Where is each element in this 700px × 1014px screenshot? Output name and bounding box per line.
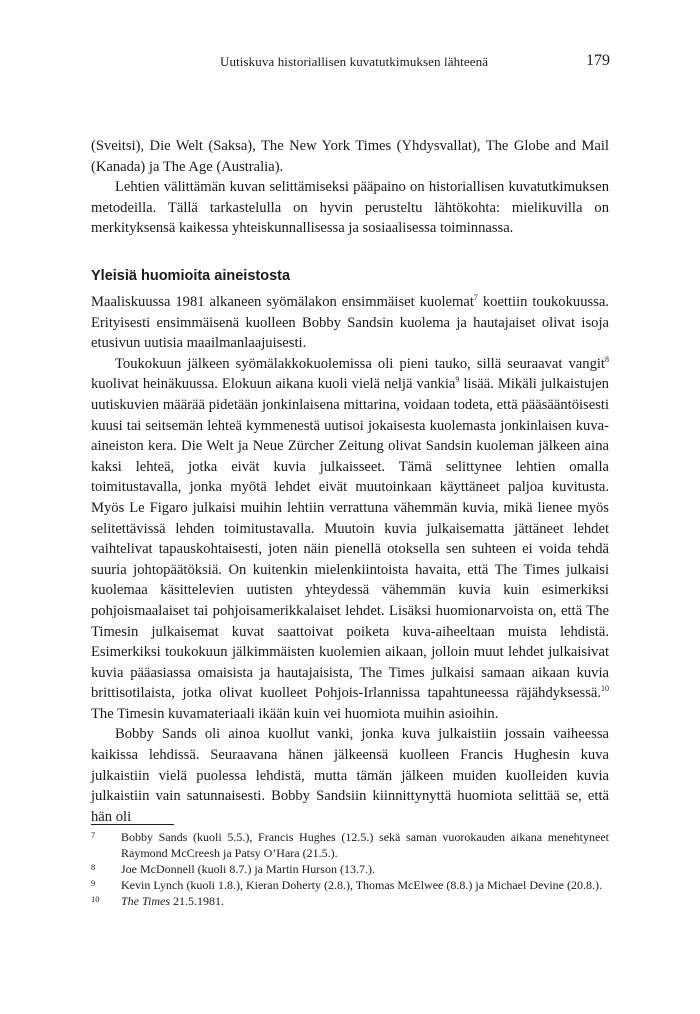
footnote-text: 21.5.1981. — [170, 894, 225, 908]
intro-paragraph-1: (Sveitsi), Die Welt (Saksa), The New York Times (Yhdysvallat), The Globe and Mail (Kanada) ja The Age (Australia). — [91, 138, 609, 175]
footnote-number: 10 — [91, 894, 100, 904]
paragraph-text: kuolivat heinäkuussa. Elokuun aikana kuoli vielä neljä vankia — [91, 376, 456, 393]
intro-text — [91, 136, 609, 239]
footnote-text: Joe McDonnell (kuoli 8.7.) ja Martin Hurson (13.7.). — [121, 862, 375, 876]
footnote-number: 8 — [91, 862, 96, 872]
running-title: Uutiskuva historiallisen kuvatutkimuksen lähteenä — [220, 54, 489, 69]
paragraph-text: lisää. Mikäli julkaistujen uutiskuvien määrää pidetään jonkinlaisena mittarina, voidaan todeta, että pääsääntöisesti kuusi tai seitsemän lehteä kymmenestä uutisoi jokaisesta kuolemasta jonkinlaisen kuva-aineiston kera. Die Welt ja Neue Zürcher Zeitung olivat Sandsin kuoleman jälkeen aina kaksi lehteä, jotka eivät kuvia julkaisseet. Tämä selittynee lehtien omalla toimitustavalla, jonka myötä lehdet eivät muutoinkaan käyttäneet paljoa kuvitusta. Myös Le Figaro julkaisi muihin lehtiin verrattuna vähemmän kuvia, mikä lienee myös selitettävissä lehden toimitustavalla. Muutoin kuvia julkaisematta jättäneet lehdet vaihtelivat tapauskohtaisesti, joten näin pienellä otoksella sen suhteen ei voida tehdä suuria johtopäätöksiä. On kuitenkin mielenkiintoista havaita, että The Times julkaisi kuolemaa käsittelevien uutisten yhteydessä vähemmän kuvia kuin esimerkiksi pohjoismaalaiset tai pohjoisamerikkalaiset lehdet. Lisäksi huomionarvoista on, että The Timesin julkaisemat kuvat saattoivat poiketa kuva-aiheeltaan muista lehdistä. Esimerkiksi toukokuun jälkimmäisten kuolemien aikaan, jolloin muut lehdet julkaisivat kuvia pääasiassa omaisista ja hautajaisista, The Times julkaisi samaan aikaan kuvia brittisotilaista, jotka olivat kuolleet Pohjois-Irlannissa tapahtuneessa räjähdyksessä. — [91, 376, 609, 702]
footnote-number: 9 — [91, 878, 96, 888]
paragraph-text: koettiin toukokuussa. Erityisesti ensimmäisenä kuolleen Bobby Sandsin kuolema ja hautajaiset olivat isoja etusivun uutisia maailmanlaajuisesti. — [91, 294, 609, 352]
section-paragraph-3: Bobby Sands oli ainoa kuollut vanki, jonka kuva julkaistiin jossain vaiheessa kaikissa lehdissä. Seuraavana hänen jälkeensä kuolleen Francis Hughesin kuva julkaistiin vielä puolessa lehdistä, mutta tämän jälkeen muiden kuolleiden kuvia julkaistiin vain satunnaisesti. Bobby Sandsiin kiinnittynyttä huomiota selittää se, että hän oli — [91, 726, 609, 825]
footnote-text: Bobby Sands (kuoli 5.5.), Francis Hughes (12.5.) sekä saman vuorokauden aikana menehtyneet Raymond McCreesh ja Patsy O’Hara (21.5.). — [121, 830, 609, 860]
footnote-10 — [91, 893, 609, 909]
footnote-9 — [91, 877, 609, 893]
intro-paragraph-2: Lehtien välittämän kuvan selittämiseksi pääpaino on historiallisen kuvatutkimuksen metodeilla. Tällä tarkastelulla on hyvin perusteltu lähtökohta: mielikuvilla on merkityksensä kaikessa yhteiskunnallisessa ja sosiaalisessa toiminnassa. — [91, 179, 609, 237]
footnote-number: 7 — [91, 830, 96, 840]
paragraph-text: Maaliskuussa 1981 alkaneen syömälakon ensimmäiset kuolemat — [91, 294, 474, 310]
footnote-ref: 8 — [605, 354, 609, 364]
page-header — [90, 52, 610, 74]
footnote-divider — [91, 824, 174, 825]
footnote-ref: 9 — [455, 375, 460, 385]
footnote-7 — [91, 829, 609, 861]
footnote-source-title: The Times — [121, 894, 171, 908]
page-number: 179 — [586, 52, 610, 69]
footnote-ref: 7 — [473, 293, 478, 302]
footnotes — [91, 829, 609, 909]
footnote-8 — [91, 861, 609, 877]
section-text — [91, 292, 609, 827]
section-paragraph-1 — [91, 292, 609, 354]
footnote-ref: 10 — [601, 684, 609, 694]
paragraph-text: Toukokuun jälkeen syömälakkokuolemissa oli pieni tauko, sillä seuraavat vangit — [115, 355, 605, 372]
section-heading: Yleisiä huomioita aineistosta — [91, 268, 291, 284]
footnote-text: Kevin Lynch (kuoli 1.8.), Kieran Doherty (2.8.), Thomas McElwee (8.8.) ja Michael Devine (20.8.). — [121, 878, 602, 892]
section-paragraph-2 — [91, 354, 609, 725]
paragraph-text: The Timesin kuvamateriaali ikään kuin vei huomiota muihin asioihin. — [91, 705, 499, 722]
